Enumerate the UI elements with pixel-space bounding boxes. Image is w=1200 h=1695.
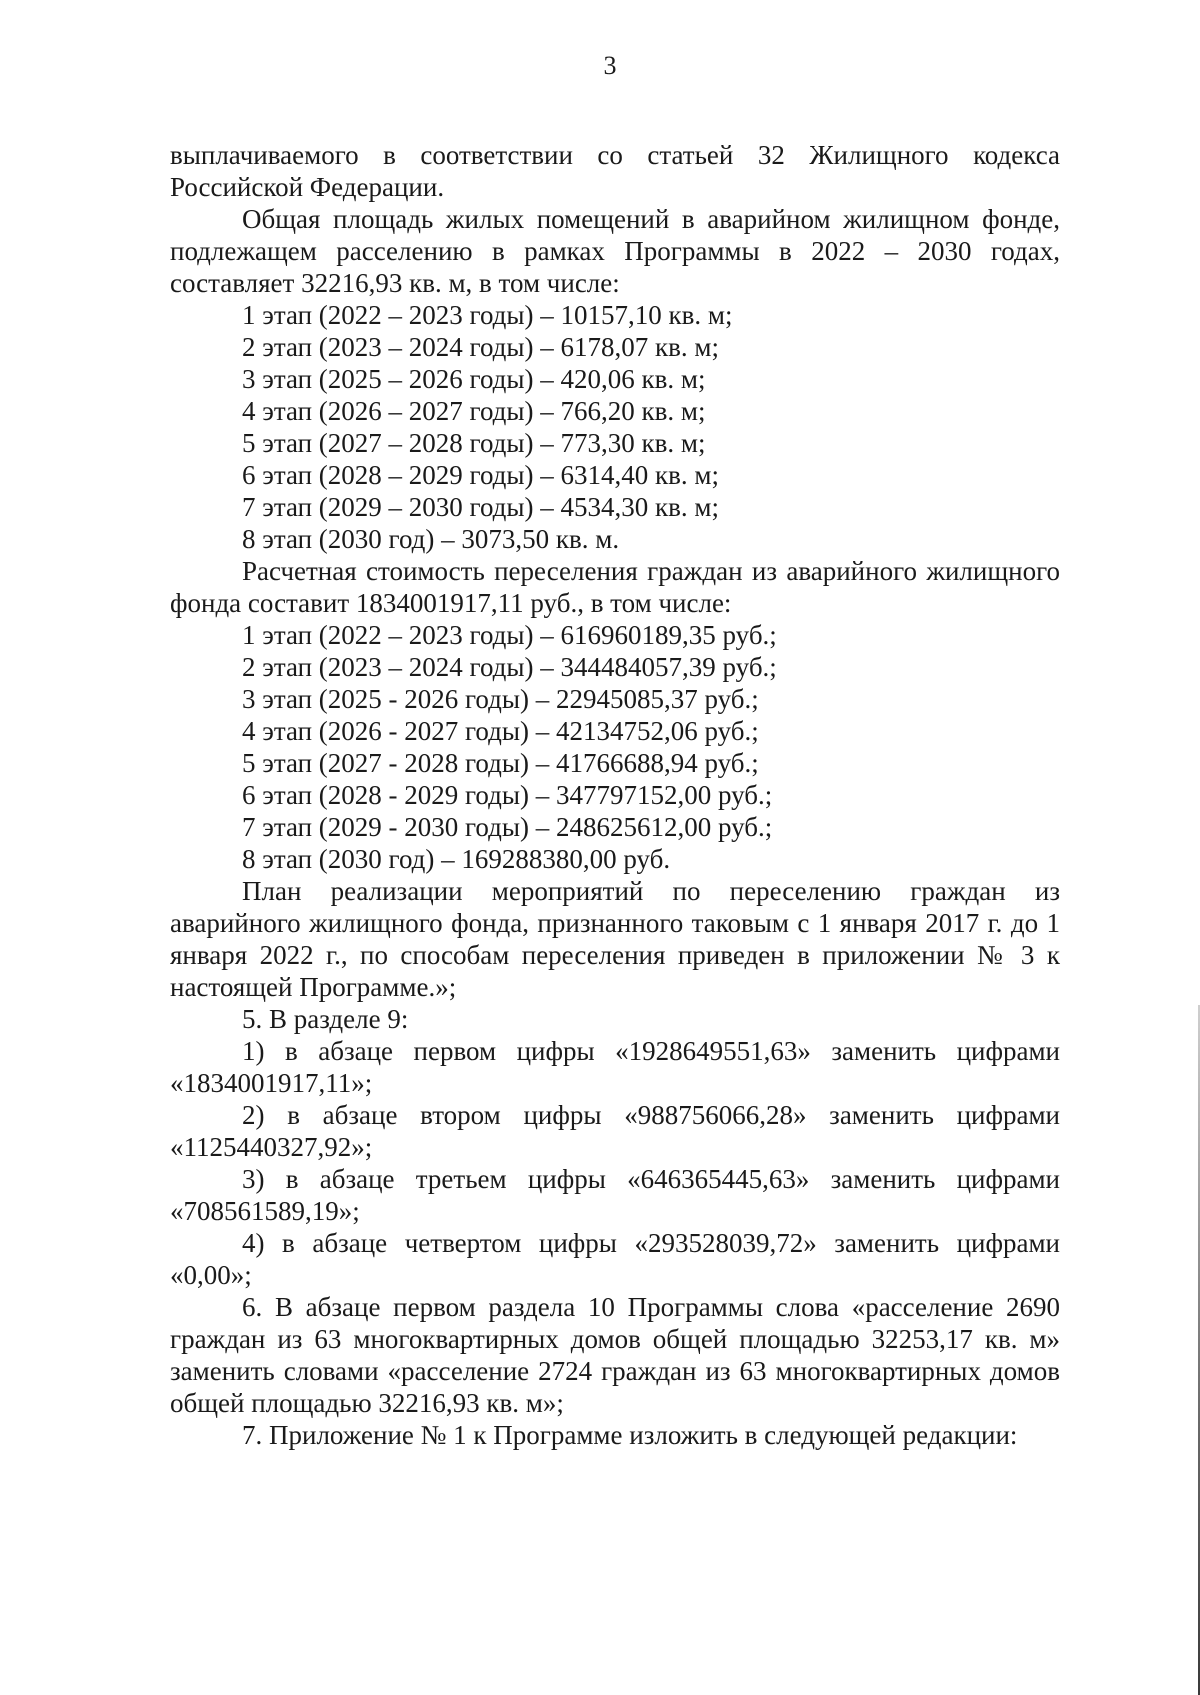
area-stage-item: 2 этап (2023 – 2024 годы) – 6178,07 кв. м;: [242, 332, 719, 362]
area-stage-item: 3 этап (2025 – 2026 годы) – 420,06 кв. м;: [242, 364, 706, 394]
cost-stage-item: 1 этап (2022 – 2023 годы) – 616960189,35 руб.;: [242, 620, 777, 650]
area-stage-item: 7 этап (2029 – 2030 годы) – 4534,30 кв. м;: [242, 492, 719, 522]
cost-stage-item: 2 этап (2023 – 2024 годы) – 344484057,39 руб.;: [242, 652, 777, 682]
amendment-item-3: 3) в абзаце третьем цифры «646365445,63» заменить цифрами «708561589,19»;: [170, 1164, 1060, 1226]
area-stage-item: 4 этап (2026 – 2027 годы) – 766,20 кв. м;: [242, 396, 706, 426]
amendment-item-2: 2) в абзаце втором цифры «988756066,28» заменить цифрами «1125440327,92»;: [170, 1100, 1060, 1162]
paragraph-continuation: выплачиваемого в соответствии со статьей 32 Жилищного кодекса Российской Федерации.: [170, 140, 1060, 202]
amendment-item-4: 4) в абзаце четвертом цифры «293528039,72» заменить цифрами «0,00»;: [170, 1228, 1060, 1290]
area-stages-list: [170, 299, 1060, 555]
cost-stage-item: 5 этап (2027 - 2028 годы) – 41766688,94 руб.;: [242, 748, 759, 778]
document-body: [170, 139, 1060, 1451]
amendment-item-1: 1) в абзаце первом цифры «1928649551,63» заменить цифрами «1834001917,11»;: [170, 1036, 1060, 1098]
cost-stage-item: 3 этап (2025 - 2026 годы) – 22945085,37 руб.;: [242, 684, 759, 714]
paragraph-appendix-1: 7. Приложение № 1 к Программе изложить в следующей редакции:: [242, 1420, 1018, 1450]
cost-stage-item: 6 этап (2028 - 2029 годы) – 347797152,00 руб.;: [242, 780, 773, 810]
area-stage-item: 8 этап (2030 год) – 3073,50 кв. м.: [242, 524, 620, 554]
paragraph-total-area: Общая площадь жилых помещений в аварийном жилищном фонде, подлежащем расселению в рамках Программы в 2022 – 2030 годах, составляет 32216,93 кв. м, в том числе:: [170, 204, 1060, 298]
cost-stage-item: 4 этап (2026 - 2027 годы) – 42134752,06 руб.;: [242, 716, 759, 746]
cost-stage-item: 7 этап (2029 - 2030 годы) – 248625612,00 руб.;: [242, 812, 773, 842]
paragraph-implementation-plan: План реализации мероприятий по переселению граждан из аварийного жилищного фонда, признанного таковым с 1 января 2017 г. до 1 января 2022 г., по способам переселения приведен в приложении № 3 к настоящей Программе.»;: [170, 876, 1060, 1002]
area-stage-item: 6 этап (2028 – 2029 годы) – 6314,40 кв. м;: [242, 460, 719, 490]
paragraph-section-9: 5. В разделе 9:: [242, 1004, 409, 1034]
area-stage-item: 1 этап (2022 – 2023 годы) – 10157,10 кв. м;: [242, 300, 733, 330]
cost-stages-list: [170, 619, 1060, 875]
page-number: 3: [603, 51, 617, 80]
cost-stage-item: 8 этап (2030 год) – 169288380,00 руб.: [242, 844, 671, 874]
paragraph-section-10: 6. В абзаце первом раздела 10 Программы слова «расселение 2690 граждан из 63 многоквартирных домов общей площадью 32253,17 кв. м» заменить словами «расселение 2724 граждан из 63 многоквартирных домов общей площадью 32216,93 кв. м»;: [170, 1292, 1060, 1418]
area-stage-item: 5 этап (2027 – 2028 годы) – 773,30 кв. м;: [242, 428, 706, 458]
paragraph-estimated-cost: Расчетная стоимость переселения граждан из аварийного жилищного фонда составит 1834001917,11 руб., в том числе:: [170, 556, 1060, 618]
